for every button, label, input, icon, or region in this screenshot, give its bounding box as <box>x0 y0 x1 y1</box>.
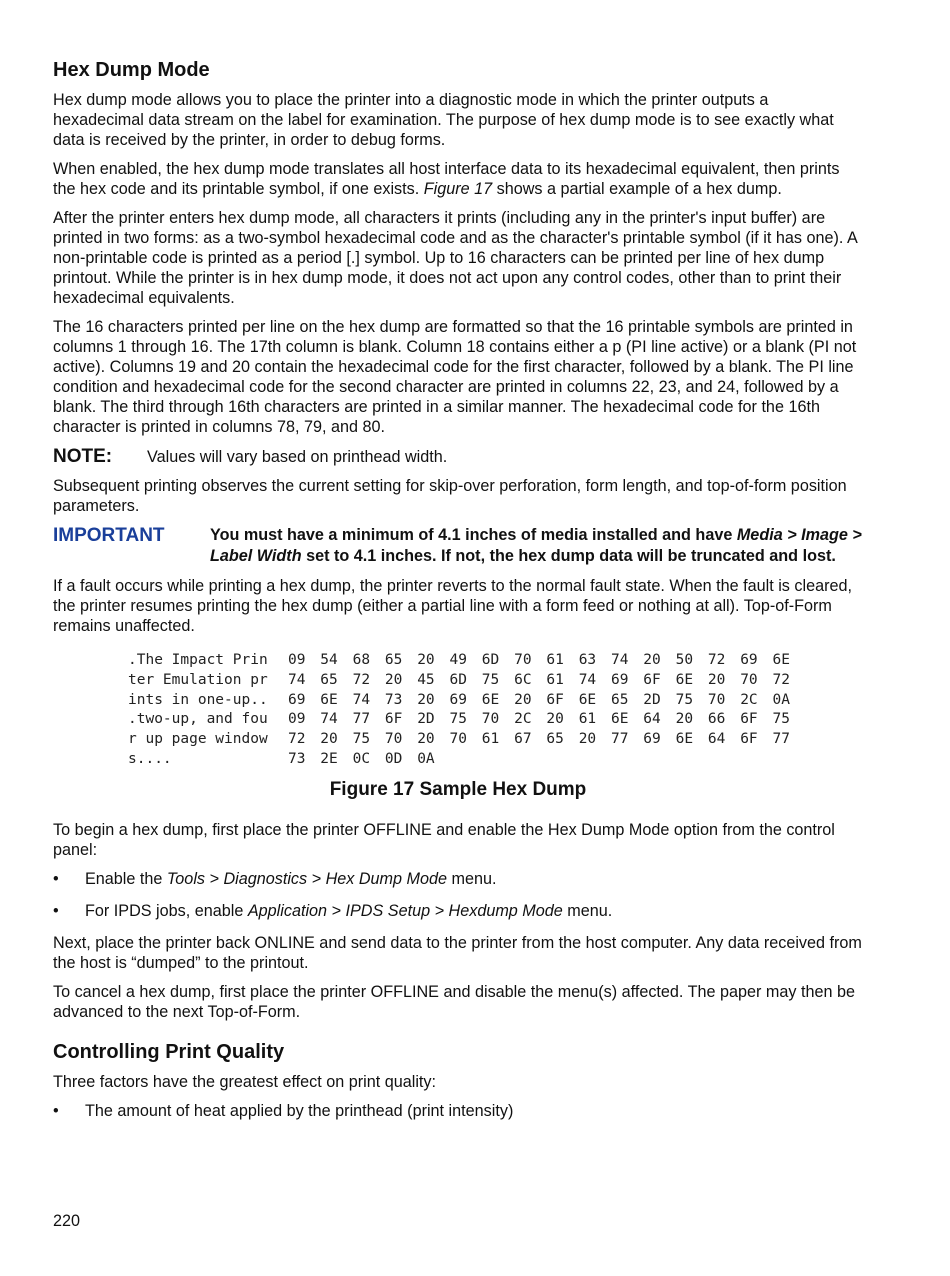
hex-dump-code: 68 <box>352 652 371 668</box>
hex-dump-text: ints in one-up.. <box>128 691 268 708</box>
hex-dump-code: 6E <box>611 711 629 728</box>
hex-dump-code: 70 <box>481 711 500 728</box>
hex-dump-code: 64 <box>643 711 661 728</box>
hex-dump-code: 54 <box>320 652 338 668</box>
hex-dump-code: 20 <box>546 711 564 728</box>
hex-dump-text: r up page window <box>128 731 268 748</box>
hex-dump-code: 77 <box>352 711 371 728</box>
hex-dump-code: 61 <box>546 671 564 688</box>
hex-dump-code: 09 <box>288 711 306 728</box>
menu-path: Media > Image > Label Width <box>210 526 862 565</box>
hex-dump-code: 70 <box>707 691 726 708</box>
hex-dump-code: 65 <box>546 731 564 748</box>
hex-dump-code: 74 <box>578 671 597 688</box>
hex-dump-code: 69 <box>740 652 758 668</box>
hex-dump-code: 6D <box>481 652 500 668</box>
hex-dump-text: .two-up, and fou <box>128 711 268 728</box>
hex-dump-code: 0C <box>352 751 371 767</box>
hex-dump-code: 70 <box>384 731 403 748</box>
list-item: • The amount of heat applied by the printhead (print intensity) <box>53 1101 863 1121</box>
paragraph: After the printer enters hex dump mode, all characters it prints (including any in the printer's input buffer) are printed in two forms: as a two-symbol hexadecimal code and as the character's printable symbol (if it has one). A non-printable code is printed as a period [.] symbol. Up to 16 characters can be printed per line of hex dump printout. While the printer is in hex dump mode, it does not act upon any control codes, other than to print their hexadecimal equivalents. <box>53 209 857 307</box>
important-label: IMPORTANT <box>53 525 165 546</box>
bullet-list <box>53 1101 863 1121</box>
hex-dump-code: 6E <box>481 691 500 708</box>
paragraph-text: When enabled, the hex dump mode translates all host interface data to its hexadecimal equivalent, then prints the hex code and its printable symbol, if one exists. <box>53 160 840 198</box>
paragraph: Hex dump mode allows you to place the printer into a diagnostic mode in which the printer outputs a hexadecimal data stream on the label for examination. The purpose of hex dump mode is to see exactly what data is received by the printer, in order to debug forms. <box>53 91 834 149</box>
hex-dump-code: 20 <box>417 691 435 708</box>
paragraph <box>53 159 863 199</box>
figure-reference: Figure 17 <box>423 180 493 198</box>
important-block <box>53 525 863 566</box>
hex-dump-code: 75 <box>481 671 500 688</box>
hex-dump-code: 0A <box>417 751 435 767</box>
figure-caption: Figure 17 Sample Hex Dump <box>329 779 587 800</box>
hex-dump-code: 72 <box>288 731 306 748</box>
hex-dump-code: 6E <box>772 652 790 668</box>
paragraph: To begin a hex dump, first place the printer OFFLINE and enable the Hex Dump Mode option from the control panel: <box>53 821 835 859</box>
hex-dump-code: 75 <box>675 691 694 708</box>
paragraph: Three factors have the greatest effect on print quality: <box>53 1073 437 1091</box>
hex-dump-code: 73 <box>288 751 306 767</box>
hex-dump-code: 61 <box>481 731 500 748</box>
paragraph: Subsequent printing observes the current setting for skip-over perforation, form length, and top-of-form position parameters. <box>53 477 847 515</box>
hex-dump-code: 65 <box>320 671 338 688</box>
paragraph: Next, place the printer back ONLINE and send data to the printer from the host computer. Any data received from the host is “dumped” to the printout. <box>53 934 862 972</box>
hex-dump-code: 6E <box>675 671 694 688</box>
important-text-part: set to 4.1 inches. If not, the hex dump data will be truncated and lost. <box>301 546 836 565</box>
hex-dump-code: 75 <box>449 711 467 728</box>
note-block <box>53 446 863 468</box>
hex-dump-code: 09 <box>288 652 306 668</box>
hex-dump-code: 6F <box>546 691 564 708</box>
page-number: 220 <box>53 1212 81 1230</box>
hex-dump-code: 2D <box>417 711 435 728</box>
hex-dump-code: 74 <box>352 691 371 708</box>
hex-dump-code: 77 <box>611 731 629 748</box>
hex-dump-code: 6E <box>675 731 694 748</box>
hex-dump-code: 69 <box>449 691 467 708</box>
hex-dump-code: 69 <box>643 731 661 748</box>
hex-dump-code: 6F <box>740 711 758 728</box>
hex-dump-code: 6D <box>449 671 467 688</box>
hex-dump-code: 6F <box>740 731 758 748</box>
hex-dump-code: 49 <box>449 652 467 668</box>
list-item <box>53 901 863 921</box>
important-text-part: You must have a minimum of 4.1 inches of media installed and have <box>210 526 737 544</box>
hex-dump-code: 2C <box>740 691 758 708</box>
hex-dump-code: 6F <box>643 671 661 688</box>
hex-dump-code: 70 <box>740 671 758 688</box>
hex-dump-code: 72 <box>772 671 790 688</box>
hex-dump-code: 66 <box>707 711 726 728</box>
hex-dump-code: 70 <box>449 731 467 748</box>
hex-dump-code: 20 <box>514 691 532 708</box>
hex-dump-code: 0A <box>772 691 790 708</box>
hex-dump-code: 20 <box>707 671 726 688</box>
menu-path: Application > IPDS Setup > Hexdump Mode <box>247 902 563 920</box>
hex-dump-code: 75 <box>352 731 371 748</box>
list-item-text: Enable the <box>85 870 167 888</box>
hex-dump-code: 72 <box>352 671 371 688</box>
hex-dump-code: 65 <box>611 691 629 708</box>
hex-dump-code: 74 <box>611 652 629 668</box>
hex-dump-text: s.... <box>128 751 172 767</box>
hex-dump-code: 20 <box>320 731 338 748</box>
paragraph: The 16 characters printed per line on the hex dump are formatted so that the 16 printable symbols are printed in columns 1 through 16. The 17th column is blank. Column 18 contains either a p (PI line active) or a blank (PI not active). Columns 19 and 20 contain the hexadecimal code for the first character, followed by a blank. The PI line condition and hexadecimal code for the second character are printed in columns 22, 23, and 24, followed by a blank. The third through 16th characters are printed in a similar manner. The hexadecimal code for the 16th character is printed in columns 78, 79, and 80. <box>53 318 857 436</box>
hex-dump-code: 0D <box>384 751 403 767</box>
hex-dump-code: 20 <box>384 671 403 688</box>
hex-dump-code: 74 <box>320 711 338 728</box>
hex-dump-text: ter Emulation pr <box>128 671 268 688</box>
hex-dump-code: 2E <box>320 751 338 767</box>
menu-path: Tools > Diagnostics > Hex Dump Mode <box>166 870 448 888</box>
hex-dump-code: 67 <box>514 731 532 748</box>
hex-dump-code: 20 <box>417 652 435 668</box>
hex-dump-code: 6E <box>320 691 338 708</box>
hex-dump-code: 20 <box>643 652 661 668</box>
hex-dump-code: 20 <box>578 731 597 748</box>
hex-dump-code: 2D <box>643 691 661 708</box>
hex-dump-code: 74 <box>288 671 306 688</box>
note-label: NOTE: <box>53 446 113 467</box>
hex-dump-code: 63 <box>578 652 597 668</box>
paragraph-text: shows a partial example of a hex dump. <box>492 180 782 198</box>
section-heading-hex-dump-mode: Hex Dump Mode <box>53 59 210 81</box>
hex-dump-code: 20 <box>675 711 694 728</box>
hex-dump-code: 61 <box>578 711 597 728</box>
paragraph: To cancel a hex dump, first place the printer OFFLINE and disable the menu(s) affected. The paper may then be advanced to the next Top-of-Form. <box>53 983 856 1021</box>
hex-dump-code: 45 <box>417 671 435 688</box>
hex-dump-code: 64 <box>707 731 726 748</box>
hex-dump-code: 50 <box>675 652 694 668</box>
hex-dump-code: 20 <box>417 731 435 748</box>
list-item-text: menu. <box>562 902 613 920</box>
hex-dump-code: 73 <box>384 691 403 708</box>
hex-dump-code: 61 <box>546 652 564 668</box>
hex-dump-code: 69 <box>611 671 629 688</box>
list-item-text: menu. <box>447 870 497 888</box>
hex-dump-code: 72 <box>707 652 726 668</box>
hex-dump-text: .The Impact Prin <box>128 652 268 668</box>
hex-dump-figure <box>128 652 863 774</box>
page-content <box>53 58 863 1133</box>
hex-dump-code: 75 <box>772 711 790 728</box>
hex-dump-code: 77 <box>772 731 790 748</box>
important-text <box>210 525 863 566</box>
hex-dump-code: 65 <box>384 652 403 668</box>
list-item <box>53 869 863 889</box>
bullet-list <box>53 869 863 921</box>
section-heading-controlling-print-quality: Controlling Print Quality <box>53 1041 285 1063</box>
paragraph: If a fault occurs while printing a hex dump, the printer reverts to the normal fault state. When the fault is cleared, the printer resumes printing the hex dump (either a partial line with a form feed or nothing at all). Top-of-Form remains unaffected. <box>53 577 852 635</box>
hex-dump-code: 6C <box>514 671 532 688</box>
note-text: Values will vary based on printhead width. <box>147 448 448 466</box>
hex-dump-code: 6E <box>578 691 597 708</box>
list-item-text: For IPDS jobs, enable <box>85 902 248 920</box>
hex-dump-code: 69 <box>288 691 306 708</box>
hex-dump-code: 6F <box>384 711 403 728</box>
hex-dump-code: 2C <box>514 711 532 728</box>
hex-dump-code: 70 <box>514 652 532 668</box>
